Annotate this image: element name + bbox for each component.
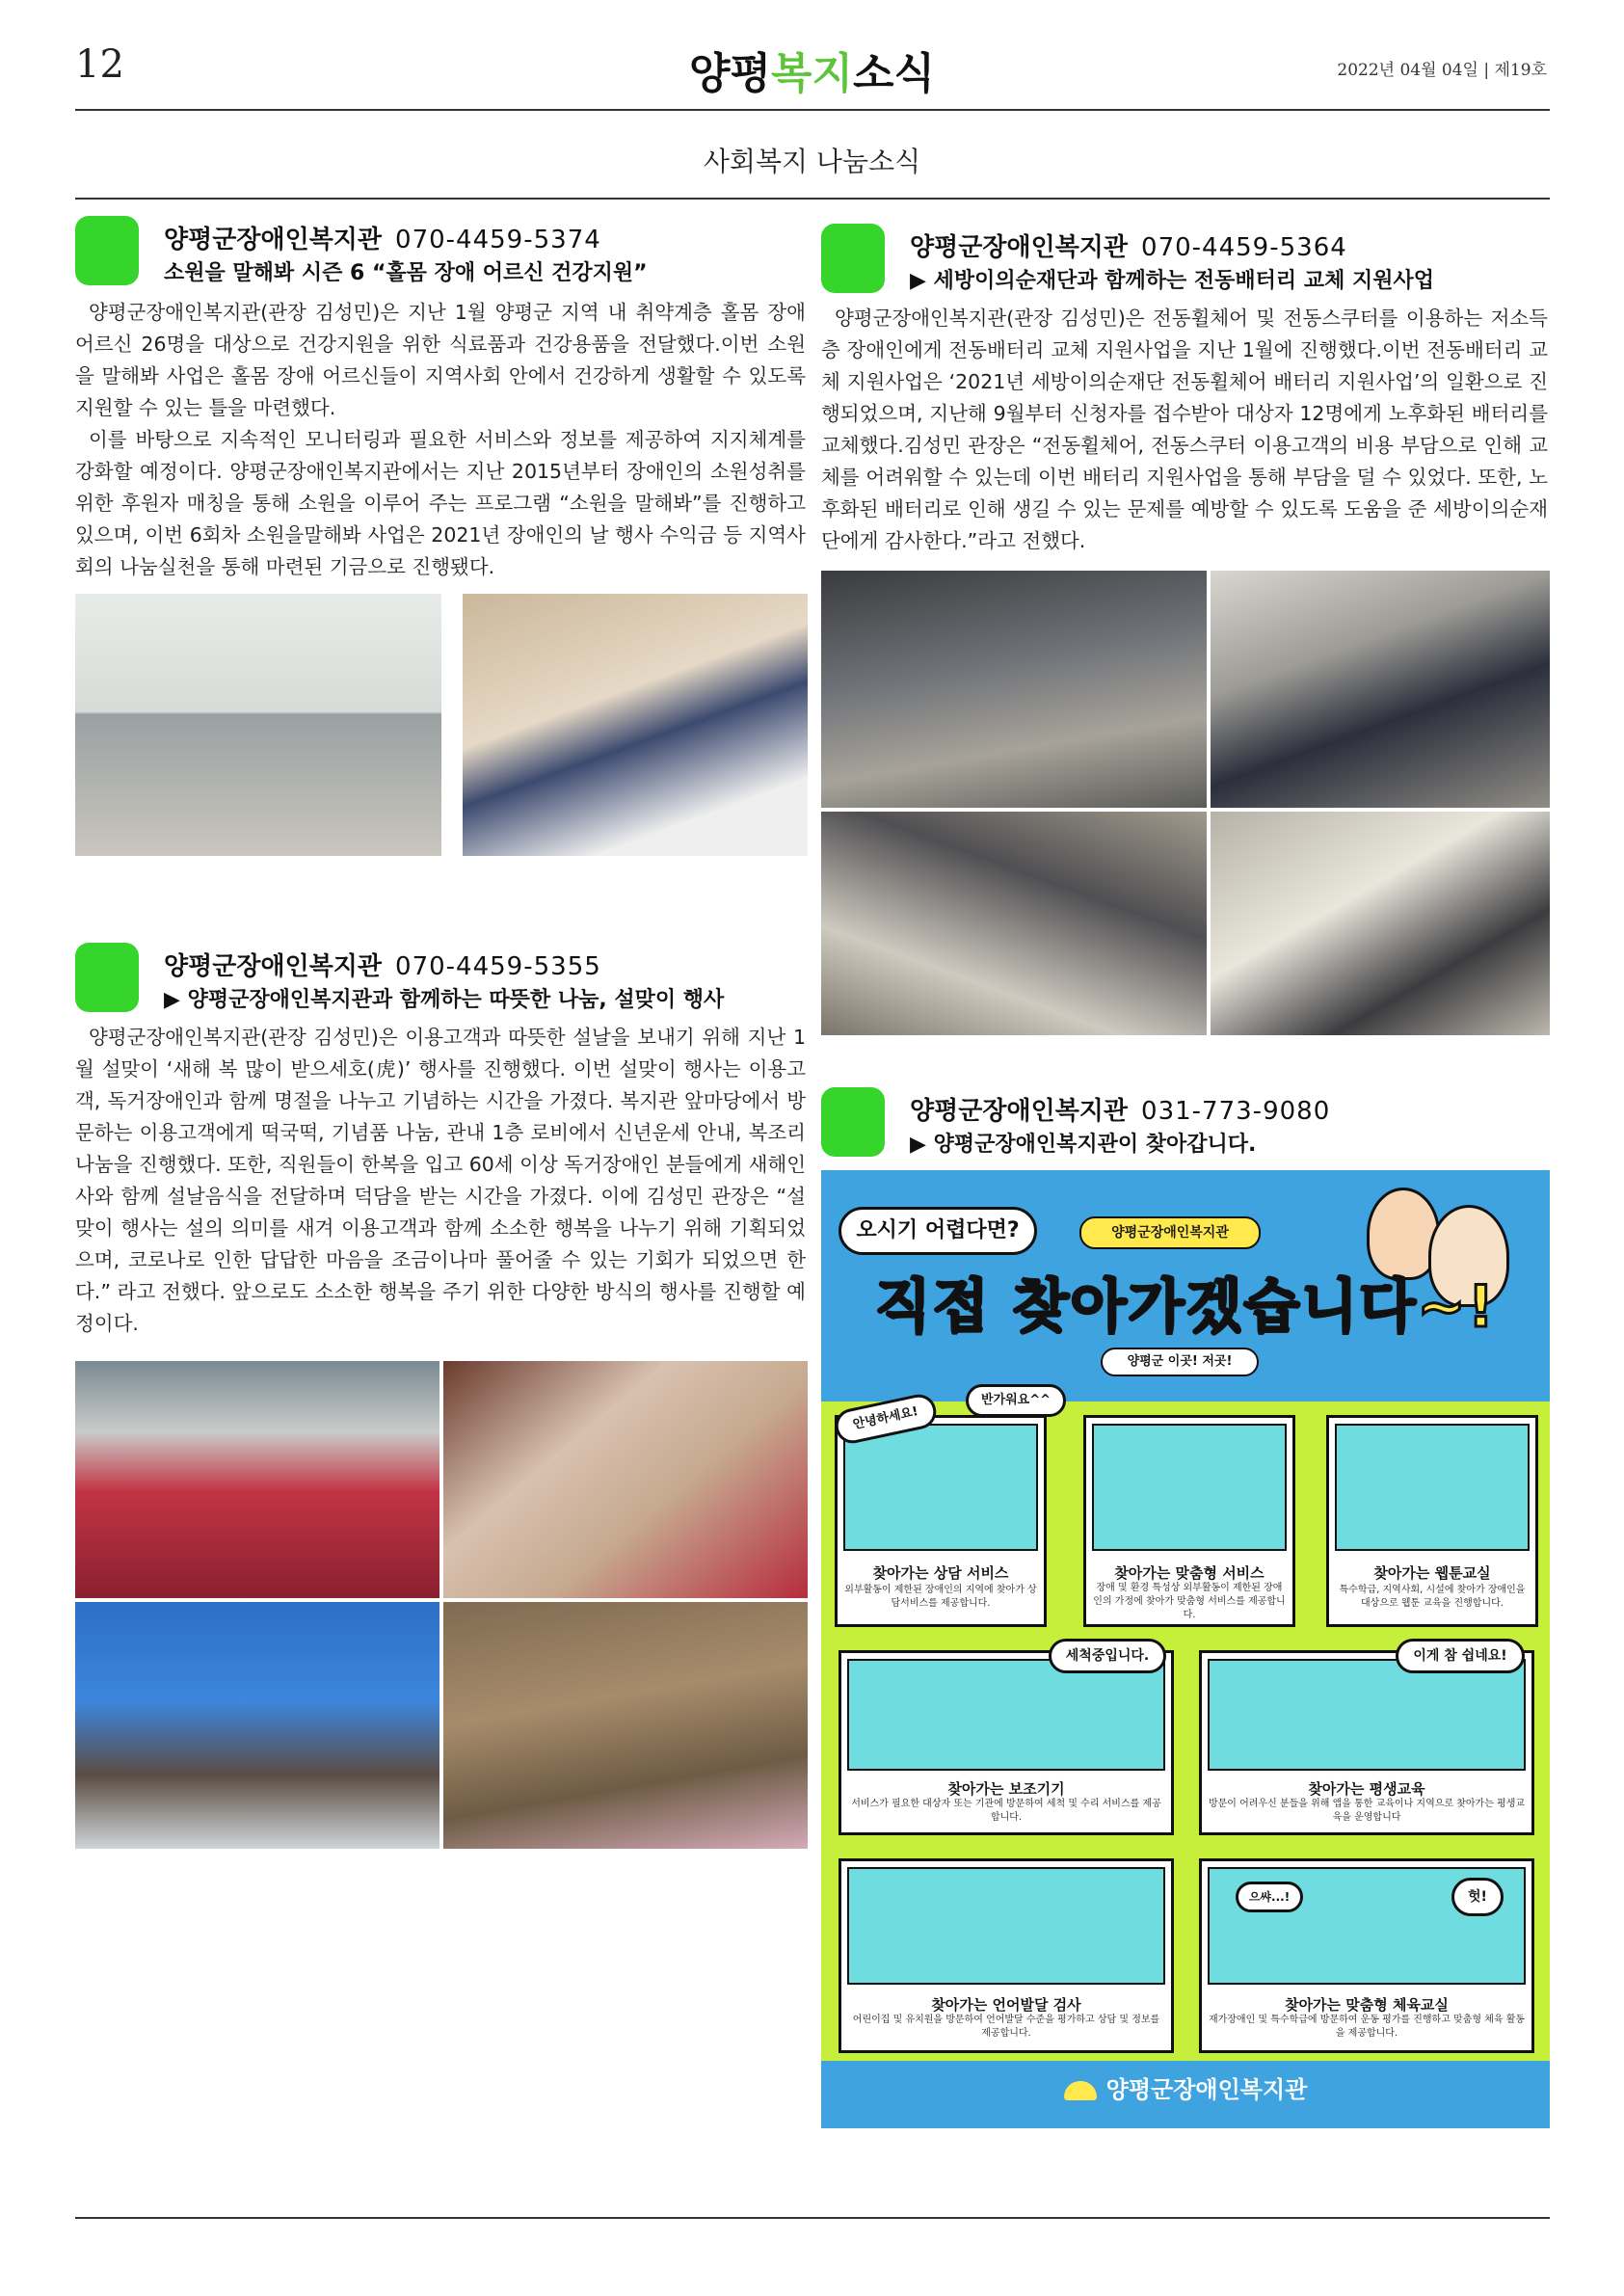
service-description: 방문이 어려우신 분들을 위해 앱을 통한 교육이나 지역으로 찾아가는 평생교육을 운영합니다 — [1208, 1799, 1526, 1823]
article-paragraph: 양평군장애인복지관(관장 김성민)은 전동휠체어 및 전동스쿠터를 이용하는 저소득층 장애인에게 전동배터리 교체 지원사업을 지난 1월에 진행했다.이번 전동배터리 교체 지원사업은 ‘2021년 세방이의순재단 전동휠체어 배터리 지원사업’의 일환으로 진행되었으며, 지난해 9월부터 신청자를 접수받아 대상자 12명에게 노후화된 배터리를 교체했다.김성민 관장은 “전동휠체어, 전동스쿠터 이용고객의 비용 부담으로 인해 교체를 어려워할 수 있는데 이번 배터리 지원사업을 통해 부담을 덜 수 있었다. 또한, 노후화된 배터리로 인해 생길 수 있는 문제를 예방할 수 있도록 도움을 준 세방이의순재단에게 감사한다.”라고 전했다. — [821, 307, 1548, 552]
service-illustration — [1092, 1424, 1287, 1551]
article-bullet-icon — [821, 1087, 885, 1157]
service-illustration — [847, 1659, 1165, 1771]
service-title: 찾아가는 웹툰교실 — [1373, 1564, 1491, 1582]
article-org: 양평군장애인복지관 — [164, 952, 383, 981]
article-phone: 070-4459-5355 — [395, 952, 601, 981]
service-card-language-test — [839, 1858, 1174, 2053]
service-title: 찾아가는 맞춤형 서비스 — [1114, 1564, 1265, 1582]
article-body — [75, 1022, 806, 1340]
speech-bubble: 세척중입니다. — [1049, 1639, 1166, 1673]
photo-new-year-bow — [443, 1602, 808, 1849]
photo-worker-repair — [821, 812, 1207, 1035]
service-description: 장애 및 환경 특성상 외부활동이 제한된 장애인의 가정에 찾아가 맞춤형 서비스를 제공합니다. — [1093, 1583, 1286, 1620]
article-subtitle: ▶ 양평군장애인복지관이 찾아갑니다. — [910, 1133, 1257, 1157]
service-card-assistive-device — [839, 1650, 1174, 1835]
poster-footer-org — [821, 2070, 1550, 2104]
header-rule — [75, 109, 1550, 111]
service-title: 찾아가는 보조기기 — [947, 1780, 1065, 1798]
service-illustration — [843, 1424, 1038, 1551]
service-description: 외부활동이 제한된 장애인의 지역에 찾아가 상담서비스를 제공합니다. — [844, 1585, 1037, 1609]
article-phone: 031-773-9080 — [1141, 1097, 1331, 1126]
photo-staff-with-gifts — [75, 594, 441, 856]
photo-worker-battery — [1211, 571, 1550, 808]
service-title: 찾아가는 언어발달 검사 — [931, 1996, 1081, 2014]
masthead-title-pre: 양평 — [688, 49, 771, 98]
photo-blue-tent — [75, 1602, 439, 1849]
speech-bubble: 으쌰...! — [1236, 1882, 1303, 1912]
poster-footer-org-label: 양평군장애인복지관 — [1105, 2076, 1308, 2103]
service-title: 찾아가는 상담 서비스 — [872, 1564, 1009, 1582]
service-title: 찾아가는 맞춤형 체육교실 — [1285, 1996, 1449, 2014]
footer-rule — [75, 2217, 1550, 2219]
article-body — [821, 303, 1548, 557]
article-battery-replacement — [821, 224, 1550, 1033]
poster-question-bubble: 오시기 어렵다면? — [839, 1207, 1037, 1255]
article-heading — [164, 220, 601, 255]
article-subtitle: ▶ 세방이의순재단과 함께하는 전동배터리 교체 지원사업 — [910, 269, 1435, 293]
service-description: 특수학급, 지역사회, 시설에 찾아가 장애인을 대상으로 웹툰 교육을 진행합니다. — [1339, 1585, 1526, 1609]
article-heading — [164, 947, 601, 982]
outreach-poster — [821, 1170, 1550, 2128]
issue-date: 2022년 04월 04일 | 제19호 — [1337, 61, 1547, 80]
service-title: 찾아가는 평생교육 — [1308, 1780, 1425, 1798]
article-bullet-icon — [75, 216, 139, 285]
speech-bubble: 이게 참 쉽네요! — [1396, 1639, 1525, 1673]
article-heading — [910, 227, 1347, 263]
article-outreach — [821, 1087, 1550, 2128]
photo-elder-receiving-box — [463, 594, 808, 856]
speech-bubble: 반가워요^^ — [966, 1384, 1066, 1417]
service-card-lifelong-education — [1199, 1650, 1534, 1835]
photo-scooter-battery-bay — [1211, 812, 1550, 1035]
service-illustration — [1335, 1424, 1530, 1551]
masthead-title-highlight: 복지 — [770, 49, 853, 98]
photo-scooter-open — [821, 571, 1207, 808]
speech-bubble: 안녕하세요! — [832, 1391, 939, 1446]
article-wish-campaign — [75, 214, 808, 879]
section-title: 사회복지 나눔소식 — [703, 146, 921, 177]
poster-org-tag: 양평군장애인복지관 — [1079, 1216, 1261, 1249]
article-org: 양평군장애인복지관 — [910, 1097, 1129, 1126]
article-phone: 070-4459-5374 — [395, 226, 601, 254]
article-org: 양평군장애인복지관 — [164, 226, 383, 254]
poster-services-area — [821, 1393, 1550, 2061]
poster-headline: 직접 찾아가겠습니다~! — [874, 1273, 1497, 1341]
photo-gift-boxes — [75, 1361, 439, 1598]
article-paragraph: 양평군장애인복지관(관장 김성민)은 지난 1월 양평군 지역 내 취약계층 홀몸 장애 어르신 26명을 대상으로 건강지원을 위한 식료품과 건강용품을 전달했다.이번 소원을 말해봐 사업은 홀몸 장애 어르신들이 지역사회 안에서 건강하게 생활할 수 있도록 지원할 수 있는 틀을 마련했다. — [75, 301, 806, 419]
article-paragraph: 이를 바탕으로 지속적인 모니터링과 필요한 서비스와 정보를 제공하여 지지체계를 강화할 예정이다. 양평군장애인복지관에서는 지난 2015년부터 장애인의 소원성취를 위한 후원자 매칭을 통해 소원을 이루어 주는 프로그램 “소원을 말해봐”를 진행하고 있으며, 이번 6회차 소원을말해봐 사업은 2021년 장애인의 날 행사 수익금 등 지역사회의 나눔실천을 통해 마련된 기금으로 진행됐다. — [75, 428, 806, 578]
article-subtitle: ▶ 양평군장애인복지관과 함께하는 따뜻한 나눔, 설맞이 행사 — [164, 988, 725, 1012]
speech-bubble: 헛! — [1451, 1878, 1504, 1916]
poster-logo-icon — [1064, 2081, 1097, 2100]
masthead-title-post: 소식 — [853, 49, 936, 98]
service-description: 서비스가 필요한 대상자 또는 기관에 방문하여 세척 및 수리 서비스를 제공합니다. — [851, 1799, 1161, 1823]
article-bullet-icon — [821, 224, 885, 293]
section-rule — [75, 198, 1550, 200]
service-description: 재가장애인 및 특수학급에 방문하여 운동 평가를 진행하고 맞춤형 체육 활동을 제공합니다. — [1208, 2015, 1526, 2039]
service-card-counseling — [835, 1415, 1047, 1627]
article-bullet-icon — [75, 943, 139, 1012]
article-paragraph: 양평군장애인복지관(관장 김성민)은 이용고객과 따뜻한 설날을 보내기 위해 지난 1월 설맞이 ‘새해 복 많이 받으세호(虎)’ 행사를 진행했다. 이번 설맞이 행사는 이용고객, 독거장애인과 함께 명절을 나누고 기념하는 시간을 가졌다. 복지관 앞마당에서 방문하는 이용고객에게 떡국떡, 기념품 나눔, 관내 1층 로비에서 신년운세 안내, 복조리 나눔을 진행했다. 또한, 직원들이 한복을 입고 60세 이상 독거장애인 분들에게 새해인사와 함께 설날음식을 전달하며 덕담을 받는 시간을 가졌다. 이에 김성민 관장은 “설맞이 행사는 설의 의미를 새겨 이용고객과 함께 소소한 행복을 나누기 위해 기획되었으며, 코로나로 인한 답답한 마음을 조금이나마 풀어줄 수 있는 기회가 되었으면 한다.” 라고 전했다. 앞으로도 소소한 행복을 주기 위한 다양한 방식의 행사를 진행할 예정이다. — [75, 1026, 806, 1335]
article-subtitle: 소원을 말해봐 시즌 6 “홀몸 장애 어르신 건강지원” — [164, 261, 648, 285]
page-number: 12 — [75, 42, 124, 87]
poster-sub-tag: 양평군 이곳! 저곳! — [1101, 1348, 1259, 1376]
article-org: 양평군장애인복지관 — [910, 233, 1129, 262]
service-card-custom — [1083, 1415, 1295, 1627]
article-phone: 070-4459-5364 — [1141, 233, 1347, 262]
article-lunar-new-year — [75, 943, 808, 1849]
article-heading — [910, 1091, 1330, 1127]
photo-greeting-elder — [443, 1361, 808, 1598]
service-illustration — [847, 1867, 1165, 1985]
service-card-webtoon — [1326, 1415, 1538, 1627]
article-body — [75, 297, 806, 583]
service-illustration — [1208, 1659, 1526, 1771]
service-description: 어린이집 및 유치원을 방문하여 언어발달 수준을 평가하고 상담 및 정보를 제공합니다. — [852, 2015, 1160, 2039]
